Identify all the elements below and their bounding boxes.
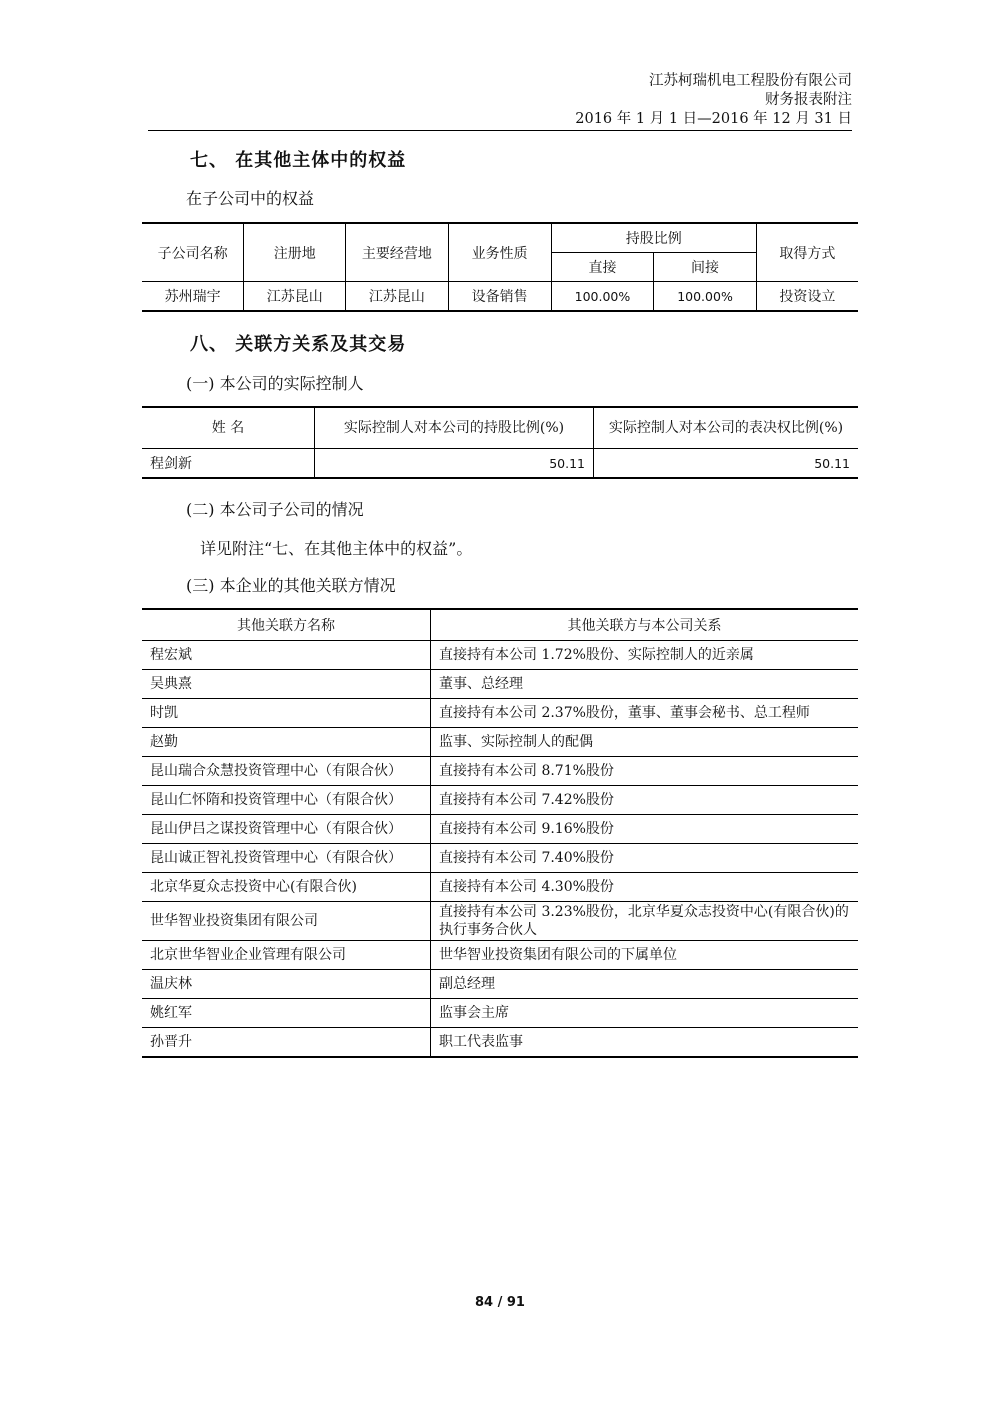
table-row: [142, 1028, 858, 1058]
table-cell: 程宏斌: [142, 641, 431, 670]
col-related-party: 其他关联方名称: [142, 609, 431, 641]
report-period: 2016 年 1 月 1 日—2016 年 12 月 31 日: [575, 111, 852, 127]
table-cell: 赵勤: [142, 728, 431, 757]
table-row: [142, 699, 858, 728]
company-name: 江苏柯瑞机电工程股份有限公司: [649, 73, 852, 89]
table-row: [142, 844, 858, 873]
section-8-2-title: (二) 本公司子公司的情况: [186, 500, 364, 519]
table-row: [142, 757, 858, 786]
table-row: [142, 970, 858, 999]
table-cell: 昆山仁怀隋和投资管理中心（有限合伙）: [142, 786, 431, 815]
table-cell: 直接持有本公司 7.40%股份: [431, 844, 859, 873]
table-row: [142, 941, 858, 970]
table-cell: 昆山瑞合众慧投资管理中心（有限合伙）: [142, 757, 431, 786]
section-8-1-title: (一) 本公司的实际控制人: [186, 374, 364, 393]
related-party-table: [142, 608, 858, 1058]
section-8-title: 八、 关联方关系及其交易: [190, 334, 407, 355]
table-cell: 世华智业投资集团有限公司: [142, 902, 431, 941]
doc-title: 财务报表附注: [765, 92, 852, 108]
table-cell: 直接持有本公司 8.71%股份: [431, 757, 859, 786]
table-row: [142, 728, 858, 757]
table-cell: 设备销售: [448, 282, 551, 312]
table-cell: 董事、总经理: [431, 670, 859, 699]
table-cell: 副总经理: [431, 970, 859, 999]
table-row: [142, 873, 858, 902]
table-cell: 苏州瑞宇: [142, 282, 244, 312]
table-cell: 温庆林: [142, 970, 431, 999]
table-cell: 50.11: [594, 449, 859, 479]
header-divider: [148, 130, 852, 131]
col-share-ratio: 实际控制人对本公司的持股比例(%): [315, 407, 594, 449]
col-direct: 直接: [551, 253, 654, 282]
table-cell: 50.11: [315, 449, 594, 479]
subsidiary-table: [142, 222, 858, 312]
table-cell: 程剑新: [142, 449, 315, 479]
table-cell: 姚红军: [142, 999, 431, 1028]
controller-table: [142, 406, 858, 479]
col-subsidiary-name: 子公司名称: [142, 223, 244, 282]
section-8-2-text: 详见附注“七、在其他主体中的权益”。: [200, 539, 473, 558]
table-cell: 世华智业投资集团有限公司的下属单位: [431, 941, 859, 970]
table-cell: 时凯: [142, 699, 431, 728]
col-main-place: 主要经营地: [346, 223, 448, 282]
table-cell: 职工代表监事: [431, 1028, 859, 1058]
col-relationship: 其他关联方与本公司关系: [431, 609, 859, 641]
col-name: 姓 名: [142, 407, 315, 449]
table-row: [142, 999, 858, 1028]
table-cell: 投资设立: [756, 282, 858, 312]
table-cell: 直接持有本公司 7.42%股份: [431, 786, 859, 815]
table-cell: 监事、实际控制人的配偶: [431, 728, 859, 757]
table-cell: 直接持有本公司 3.23%股份，北京华夏众志投资中心(有限合伙)的执行事务合伙人: [431, 902, 859, 941]
table-cell: 100.00%: [654, 282, 757, 312]
table-row: [142, 670, 858, 699]
table-cell: 北京华夏众志投资中心(有限合伙): [142, 873, 431, 902]
section-7-title: 七、 在其他主体中的权益: [190, 150, 407, 171]
section-8-3-title: (三) 本企业的其他关联方情况: [186, 576, 396, 595]
col-share-ratio: 持股比例: [551, 223, 756, 253]
table-cell: 直接持有本公司 1.72%股份、实际控制人的近亲属: [431, 641, 859, 670]
section-7-subtitle: 在子公司中的权益: [186, 189, 315, 208]
table-cell: 直接持有本公司 2.37%股份，董事、董事会秘书、总工程师: [431, 699, 859, 728]
table-cell: 孙晋升: [142, 1028, 431, 1058]
col-method: 取得方式: [756, 223, 858, 282]
table-cell: 100.00%: [551, 282, 654, 312]
col-reg-place: 注册地: [244, 223, 346, 282]
table-cell: 北京世华智业企业管理有限公司: [142, 941, 431, 970]
page-number: 84 / 91: [475, 1295, 525, 1310]
table-cell: 江苏昆山: [346, 282, 448, 312]
table-cell: 江苏昆山: [244, 282, 346, 312]
table-row: [142, 902, 858, 941]
table-cell: 昆山诚正智礼投资管理中心（有限合伙）: [142, 844, 431, 873]
table-row: [142, 786, 858, 815]
table-cell: 监事会主席: [431, 999, 859, 1028]
col-vote-ratio: 实际控制人对本公司的表决权比例(%): [594, 407, 859, 449]
table-row: [142, 815, 858, 844]
table-row: [142, 641, 858, 670]
table-cell: 直接持有本公司 4.30%股份: [431, 873, 859, 902]
table-cell: 昆山伊吕之谋投资管理中心（有限合伙）: [142, 815, 431, 844]
table-row: [142, 449, 858, 479]
page-header: [575, 72, 852, 129]
table-cell: 直接持有本公司 9.16%股份: [431, 815, 859, 844]
col-business: 业务性质: [448, 223, 551, 282]
table-cell: 吴典熹: [142, 670, 431, 699]
table-row: [142, 282, 858, 312]
col-indirect: 间接: [654, 253, 757, 282]
